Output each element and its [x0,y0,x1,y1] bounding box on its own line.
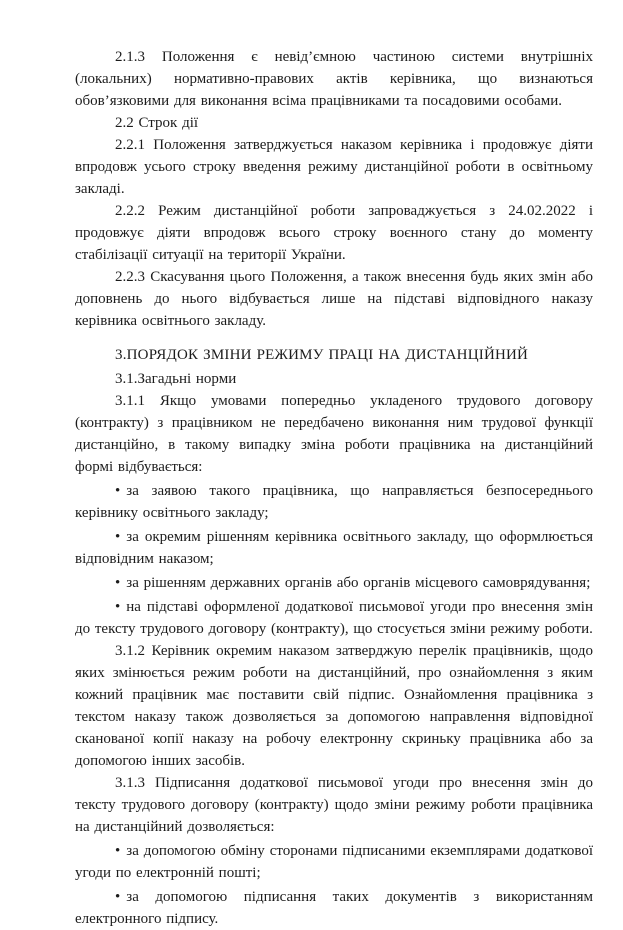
bullet-icon: • [115,575,121,591]
bullet-item-text: за заявою такого працівника, що направляється безпосереднього керівнику освітнього закладу; [75,483,593,521]
bullet-icon: • [115,889,121,905]
paragraph-2-2-2: 2.2.2 Режим дистанційної роботи запроваджується з 24.02.2022 і продовжує діяти впродовж всього строку воєнного стану до моменту стабілізації ситуації на території України. [75,203,593,263]
bullet-item-4 [75,596,593,640]
bullet-icon: • [115,483,121,499]
bullet-item-1 [75,480,593,524]
bullet-item-text: за окремим рішенням керівника освітнього закладу, що оформлюється відповідним наказом; [75,529,593,567]
paragraph-2-1-3: 2.1.3 Положення є невід’ємною частиною системи внутрішніх (локальних) нормативно-правових актів керівника, що визнаються обов’язковими для виконання всіма працівниками та посадовими особами. [75,49,593,109]
bullet-item-5 [75,840,593,884]
paragraph-3-1-2: 3.1.2 Керівник окремим наказом затверджую перелік працівників, щодо яких змінюється режим роботи на дистанційний, про ознайомлення з яким кожний працівник має поставити свій підпис. Ознайомлення працівника з текстом наказу також дозволяється за допомогою направлення відповідної сканованої копії наказу на робочу електронну скриньку працівника або за допомогою інших засобів. [75,643,593,769]
bullet-icon: • [115,843,121,859]
bullet-item-2 [75,526,593,570]
paragraph-3-1-title: 3.1.Загадьні норми [115,371,237,387]
bullet-item-text: за допомогою обміну сторонами підписаними екземплярами додаткової угоди по електронній пошті; [75,843,593,881]
paragraph-2-2-1: 2.2.1 Положення затверджується наказом керівника і продовжує діяти впродовж усього строку введення режиму дистанційної роботи в освітньому закладі. [75,137,593,197]
bullet-item-text: за рішенням державних органів або органів місцевого самоврядування; [126,575,591,591]
bullet-item-3 [75,572,593,594]
bullet-item-6 [75,886,593,930]
bullet-item-text: за допомогою підписання таких документів з використанням електронного підпису. [75,889,593,927]
paragraph-2-2-3: 2.2.3 Скасування цього Положення, а також внесення будь яких змін або доповнень до нього відбувається лише на підставі відповідного наказу керівника освітнього закладу. [75,269,593,329]
bullet-icon: • [115,599,121,615]
bullet-item-text: на підставі оформленої додаткової письмової угоди про внесення змін до тексту трудового договору (контракту), що стосується зміни режиму роботи. [75,599,593,637]
bullet-icon: • [115,529,121,545]
paragraph-3-1-1: 3.1.1 Якщо умовами попередньо укладеного трудового договору (контракту) з працівником не передбачено виконання ним трудової функції дистанційно, в такому випадку зміна роботи працівника на дистанційний формі відбувається: [75,393,593,475]
section-3-heading: 3.ПОРЯДОК ЗМІНИ РЕЖИМУ ПРАЦІ НА ДИСТАНЦІЙНИЙ [115,347,529,363]
paragraph-3-1-3: 3.1.3 Підписання додаткової письмової угоди про внесення змін до тексту трудового договору (контракту) щодо зміни режиму роботи працівника на дистанційний дозволяється: [75,775,593,835]
paragraph-2-2-title: 2.2 Строк дії [115,115,199,131]
